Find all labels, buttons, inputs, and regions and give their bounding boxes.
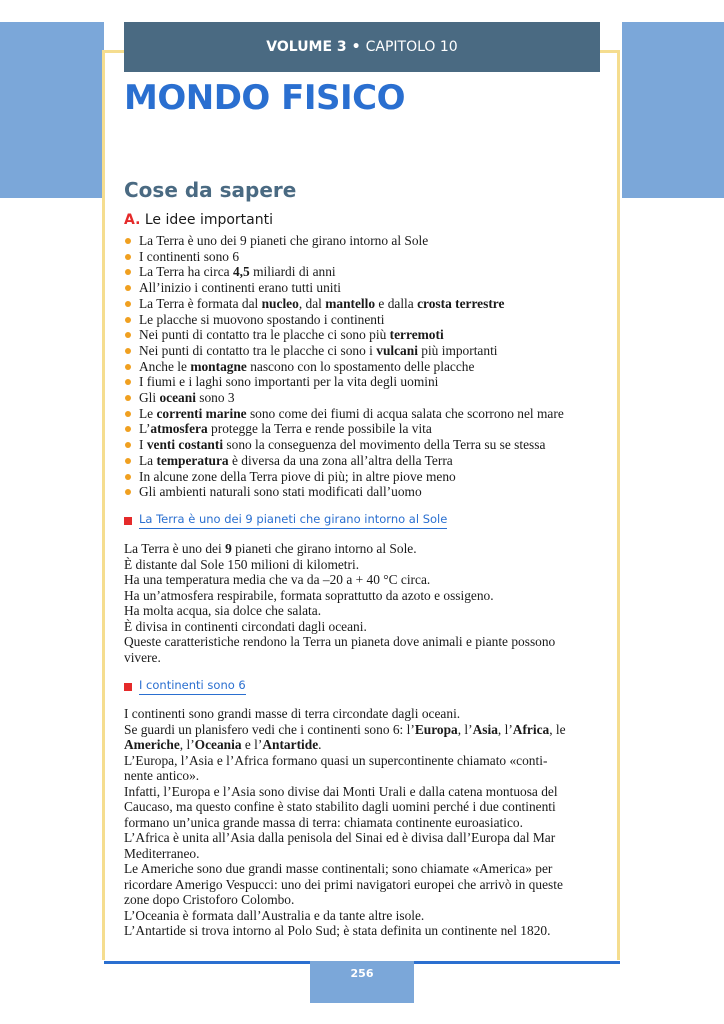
- section-title: Cose da sapere: [124, 178, 297, 202]
- bold-term: Antartide: [262, 737, 319, 752]
- bold-term: Africa: [512, 721, 550, 737]
- list-item: Gli ambienti naturali sono stati modificati dall’uomo: [124, 484, 604, 500]
- list-item: La temperatura è diversa da una zona all’altra della Terra: [124, 453, 604, 469]
- page-title: MONDO FISICO: [124, 78, 406, 118]
- bullet-dot-icon: [125, 411, 131, 417]
- list-item: I fiumi e i laghi sono importanti per la vita degli uomini: [124, 374, 604, 390]
- bullet-dot-icon: [125, 458, 131, 464]
- bold-term: venti costanti: [146, 437, 224, 453]
- subsection-label: Le idee importanti: [144, 212, 274, 228]
- text-line: Caucaso, ma questo confine è stato stabilito dagli uomini perché i due continenti: [124, 799, 556, 814]
- text-line: ricordare Amerigo Vespucci: uno dei primi navigatori europei che arrivò in queste: [124, 876, 563, 892]
- paragraph-continents: [124, 706, 600, 939]
- bullet-dot-icon: [125, 254, 131, 260]
- bold-term: mantello: [325, 295, 376, 311]
- subsection-letter: A.: [124, 212, 141, 228]
- text-line: I continenti sono grandi masse di terra circondate dagli oceani.: [124, 706, 461, 721]
- list-item: I venti costanti sono la conseguenza del movimento della Terra su se stessa: [124, 437, 604, 453]
- bullet-dot-icon: [125, 238, 131, 244]
- decor-left-block: [0, 22, 104, 198]
- bullet-dot-icon: [125, 442, 131, 448]
- text-line: Ha molta acqua, sia dolce che salata.: [124, 603, 322, 618]
- text-line: Mediterraneo.: [124, 845, 200, 861]
- subsection-title: [124, 212, 273, 228]
- page-number: 256: [310, 961, 414, 1003]
- topic-heading-earth: [124, 512, 447, 529]
- text-line: L’Antartide si trova intorno al Polo Sud; è stata definita un continente nel 1820.: [124, 923, 551, 938]
- text-line: nente antico».: [124, 768, 200, 783]
- text-line: formano un’unica grande massa di terra: chiamata continente euroasiatico.: [124, 814, 523, 830]
- bullet-dot-icon: [125, 364, 131, 370]
- bullet-dot-icon: [125, 395, 131, 401]
- text-line: Le Americhe sono due grandi masse continentali; sono chiamate «America» per: [124, 861, 553, 876]
- list-item: I continenti sono 6: [124, 249, 604, 265]
- bold-term: atmosfera: [150, 421, 208, 437]
- bold-term: Americhe: [124, 737, 180, 752]
- text-line: vivere.: [124, 649, 161, 665]
- list-item: Anche le montagne nascono con lo spostamento delle placche: [124, 359, 604, 375]
- bullet-dot-icon: [125, 474, 131, 480]
- decor-right-block: [622, 22, 724, 198]
- bold-term: crosta terrestre: [417, 295, 505, 311]
- text-line: Ha una temperatura media che va da –20 a + 40 °C circa.: [124, 572, 431, 587]
- text-line: Infatti, l’Europa e l’Asia sono divise dai Monti Urali e dalla catena montuosa del: [124, 783, 558, 799]
- key-ideas-list: [124, 233, 604, 500]
- red-square-icon: [124, 683, 132, 691]
- bold-term: Europa: [414, 721, 458, 737]
- list-item: Nei punti di contatto tra le placche ci sono i vulcani più importanti: [124, 343, 604, 359]
- list-item: La Terra è formata dal nucleo, dal mantello e dalla crosta terrestre: [124, 296, 604, 312]
- text-line: È divisa in continenti circondati dagli oceani.: [124, 618, 367, 634]
- bold-term: temperatura: [156, 452, 229, 468]
- topic-heading-text: I continenti sono 6: [139, 678, 246, 695]
- bold-term: Oceania: [194, 737, 242, 752]
- red-square-icon: [124, 517, 132, 525]
- bold-term: vulcani: [376, 342, 418, 358]
- header-separator: •: [351, 39, 361, 55]
- bullet-dot-icon: [125, 332, 131, 338]
- bold-term: correnti marine: [156, 405, 247, 421]
- bold-term: 4,5: [232, 264, 250, 280]
- list-item: In alcune zone della Terra piove di più; in altre piove meno: [124, 469, 604, 485]
- chapter-label: CAPITOLO 10: [365, 39, 458, 55]
- text-line: L’Oceania è formata dall’Australia e da tante altre isole.: [124, 907, 425, 923]
- list-item: All’inizio i continenti erano tutti uniti: [124, 280, 604, 296]
- bold-term: oceani: [159, 390, 196, 406]
- bullet-dot-icon: [125, 285, 131, 291]
- topic-heading-continents: [124, 678, 246, 695]
- chapter-header: [124, 22, 600, 72]
- list-item: La Terra è uno dei 9 pianeti che girano intorno al Sole: [124, 233, 604, 249]
- bold-term: terremoti: [389, 327, 444, 343]
- bold-term: nucleo: [261, 295, 299, 311]
- text-line: Se guardi un planisfero vedi che i continenti sono 6: l’Europa, l’Asia, l’Africa, le: [124, 721, 566, 737]
- bold-term: Asia: [472, 721, 498, 737]
- list-item: Gli oceani sono 3: [124, 390, 604, 406]
- list-item: L’atmosfera protegge la Terra e rende possibile la vita: [124, 421, 604, 437]
- text-line: L’Africa è unita all’Asia dalla penisola del Sinai ed è divisa dall’Europa dal Mar: [124, 830, 556, 845]
- topic-heading-text: La Terra è uno dei 9 pianeti che girano intorno al Sole: [139, 512, 447, 529]
- text-line: L’Europa, l’Asia e l’Africa formano quasi un supercontinente chiamato «conti-: [124, 752, 548, 768]
- list-item: Le placche si muovono spostando i continenti: [124, 312, 604, 328]
- list-item: Nei punti di contatto tra le placche ci sono più terremoti: [124, 327, 604, 343]
- bullet-dot-icon: [125, 489, 131, 495]
- bullet-dot-icon: [125, 426, 131, 432]
- text-line: zone dopo Cristoforo Colombo.: [124, 892, 295, 907]
- bullet-dot-icon: [125, 301, 131, 307]
- bold-term: montagne: [190, 358, 247, 374]
- bullet-dot-icon: [125, 379, 131, 385]
- bold-term: 9: [225, 541, 232, 556]
- text-line: Ha un’atmosfera respirabile, formata soprattutto da azoto e ossigeno.: [124, 587, 494, 603]
- list-item: La Terra ha circa 4,5 miliardi di anni: [124, 264, 604, 280]
- text-line: La Terra è uno dei 9 pianeti che girano intorno al Sole.: [124, 541, 417, 556]
- text-line: Americhe, l’Oceania e l’Antartide.: [124, 737, 322, 752]
- text-line: È distante dal Sole 150 milioni di kilometri.: [124, 556, 360, 572]
- bullet-dot-icon: [125, 348, 131, 354]
- paragraph-earth: [124, 541, 600, 665]
- list-item: Le correnti marine sono come dei fiumi di acqua salata che scorrono nel mare: [124, 406, 604, 422]
- bullet-dot-icon: [125, 269, 131, 275]
- bullet-dot-icon: [125, 317, 131, 323]
- text-line: Queste caratteristiche rendono la Terra un pianeta dove animali e piante possono: [124, 634, 556, 649]
- volume-label: VOLUME 3: [266, 39, 347, 55]
